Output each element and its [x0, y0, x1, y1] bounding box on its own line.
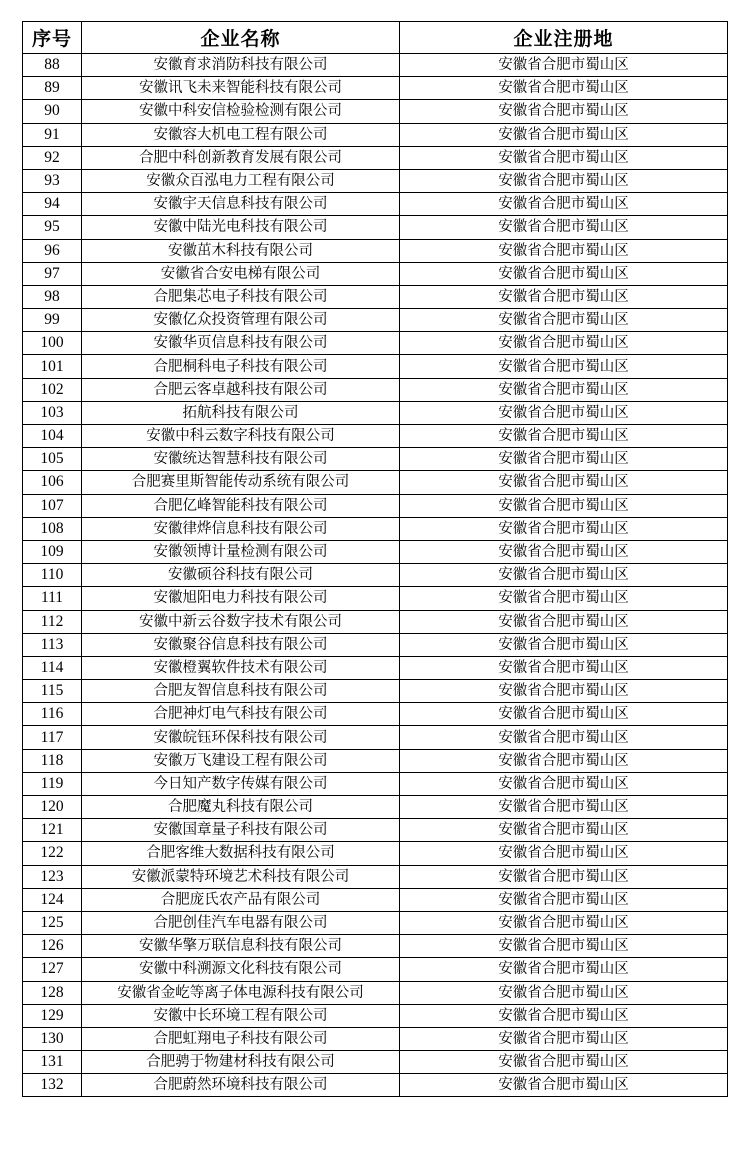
serial-number-cell: 132	[23, 1074, 82, 1097]
serial-number-cell: 114	[23, 656, 82, 679]
company-name-cell: 安徽宇天信息科技有限公司	[82, 193, 400, 216]
company-name-cell: 合肥赛里斯智能传动系统有限公司	[82, 471, 400, 494]
table-row	[23, 494, 728, 517]
registration-place-cell: 安徽省合肥市蜀山区	[400, 633, 728, 656]
table-row	[23, 772, 728, 795]
serial-number-cell: 95	[23, 216, 82, 239]
company-name-cell: 安徽中科云数字科技有限公司	[82, 425, 400, 448]
table-row	[23, 796, 728, 819]
registration-place-cell: 安徽省合肥市蜀山区	[400, 448, 728, 471]
registration-place-cell: 安徽省合肥市蜀山区	[400, 77, 728, 100]
serial-number-cell: 107	[23, 494, 82, 517]
serial-number-cell: 103	[23, 401, 82, 424]
table-row	[23, 842, 728, 865]
company-name-cell: 合肥创佳汽车电器有限公司	[82, 911, 400, 934]
registration-place-cell: 安徽省合肥市蜀山区	[400, 610, 728, 633]
table-row	[23, 123, 728, 146]
company-name-cell: 安徽众百泓电力工程有限公司	[82, 169, 400, 192]
registration-place-cell: 安徽省合肥市蜀山区	[400, 865, 728, 888]
table-row	[23, 865, 728, 888]
company-name-cell: 安徽皖钰环保科技有限公司	[82, 726, 400, 749]
registration-place-cell: 安徽省合肥市蜀山区	[400, 888, 728, 911]
serial-number-cell: 99	[23, 309, 82, 332]
company-name-cell: 安徽领博计量检测有限公司	[82, 540, 400, 563]
registration-place-cell: 安徽省合肥市蜀山区	[400, 355, 728, 378]
registration-place-cell: 安徽省合肥市蜀山区	[400, 216, 728, 239]
table-row	[23, 193, 728, 216]
registration-place-cell: 安徽省合肥市蜀山区	[400, 540, 728, 563]
company-name-cell: 安徽育求消防科技有限公司	[82, 54, 400, 77]
company-table	[22, 21, 728, 1097]
table-row	[23, 309, 728, 332]
serial-number-cell: 128	[23, 981, 82, 1004]
serial-number-cell: 108	[23, 517, 82, 540]
table-row	[23, 981, 728, 1004]
registration-place-cell: 安徽省合肥市蜀山区	[400, 911, 728, 934]
company-name-cell: 安徽硕谷科技有限公司	[82, 564, 400, 587]
company-name-cell: 合肥集芯电子科技有限公司	[82, 285, 400, 308]
registration-place-cell: 安徽省合肥市蜀山区	[400, 819, 728, 842]
registration-place-cell: 安徽省合肥市蜀山区	[400, 772, 728, 795]
company-name-cell: 合肥中科创新教育发展有限公司	[82, 146, 400, 169]
registration-place-cell: 安徽省合肥市蜀山区	[400, 935, 728, 958]
company-name-cell: 安徽亿众投资管理有限公司	[82, 309, 400, 332]
serial-number-cell: 113	[23, 633, 82, 656]
table-row	[23, 54, 728, 77]
table-row	[23, 888, 728, 911]
serial-number-cell: 102	[23, 378, 82, 401]
serial-number-cell: 124	[23, 888, 82, 911]
company-name-cell: 安徽旭阳电力科技有限公司	[82, 587, 400, 610]
serial-number-cell: 125	[23, 911, 82, 934]
table-row	[23, 587, 728, 610]
serial-number-cell: 120	[23, 796, 82, 819]
table-row	[23, 564, 728, 587]
registration-place-cell: 安徽省合肥市蜀山区	[400, 981, 728, 1004]
company-name-cell: 合肥亿峰智能科技有限公司	[82, 494, 400, 517]
registration-place-cell: 安徽省合肥市蜀山区	[400, 494, 728, 517]
registration-place-cell: 安徽省合肥市蜀山区	[400, 169, 728, 192]
table-row	[23, 680, 728, 703]
company-name-cell: 安徽茁木科技有限公司	[82, 239, 400, 262]
serial-number-cell: 115	[23, 680, 82, 703]
serial-number-cell: 118	[23, 749, 82, 772]
table-row	[23, 1027, 728, 1050]
registration-place-cell: 安徽省合肥市蜀山区	[400, 1074, 728, 1097]
company-name-cell: 安徽橙翼软件技术有限公司	[82, 656, 400, 679]
registration-place-cell: 安徽省合肥市蜀山区	[400, 123, 728, 146]
table-row	[23, 216, 728, 239]
serial-number-cell: 116	[23, 703, 82, 726]
table-row	[23, 726, 728, 749]
table-row	[23, 935, 728, 958]
table-row	[23, 517, 728, 540]
company-name-cell: 合肥神灯电气科技有限公司	[82, 703, 400, 726]
serial-number-cell: 106	[23, 471, 82, 494]
serial-number-cell: 98	[23, 285, 82, 308]
table-row	[23, 378, 728, 401]
registration-place-cell: 安徽省合肥市蜀山区	[400, 1027, 728, 1050]
company-name-cell: 合肥虹翔电子科技有限公司	[82, 1027, 400, 1050]
table-row	[23, 610, 728, 633]
company-name-cell: 安徽中科安信检验检测有限公司	[82, 100, 400, 123]
registration-place-cell: 安徽省合肥市蜀山区	[400, 471, 728, 494]
company-name-cell: 安徽华擎万联信息科技有限公司	[82, 935, 400, 958]
serial-number-cell: 104	[23, 425, 82, 448]
table-row	[23, 1074, 728, 1097]
registration-place-cell: 安徽省合肥市蜀山区	[400, 680, 728, 703]
serial-number-cell: 131	[23, 1051, 82, 1074]
table-row	[23, 448, 728, 471]
serial-number-cell: 90	[23, 100, 82, 123]
header-serial-number: 序号	[23, 22, 82, 54]
serial-number-cell: 89	[23, 77, 82, 100]
registration-place-cell: 安徽省合肥市蜀山区	[400, 564, 728, 587]
registration-place-cell: 安徽省合肥市蜀山区	[400, 309, 728, 332]
table-row	[23, 656, 728, 679]
table-row	[23, 540, 728, 563]
table-row	[23, 332, 728, 355]
serial-number-cell: 126	[23, 935, 82, 958]
registration-place-cell: 安徽省合肥市蜀山区	[400, 193, 728, 216]
table-row	[23, 239, 728, 262]
serial-number-cell: 94	[23, 193, 82, 216]
serial-number-cell: 92	[23, 146, 82, 169]
company-name-cell: 安徽容大机电工程有限公司	[82, 123, 400, 146]
table-row	[23, 169, 728, 192]
registration-place-cell: 安徽省合肥市蜀山区	[400, 285, 728, 308]
company-name-cell: 合肥骋于物建材科技有限公司	[82, 1051, 400, 1074]
serial-number-cell: 96	[23, 239, 82, 262]
table-row	[23, 146, 728, 169]
table-row	[23, 401, 728, 424]
registration-place-cell: 安徽省合肥市蜀山区	[400, 239, 728, 262]
table-row	[23, 285, 728, 308]
company-name-cell: 合肥客维大数据科技有限公司	[82, 842, 400, 865]
company-name-cell: 拓航科技有限公司	[82, 401, 400, 424]
registration-place-cell: 安徽省合肥市蜀山区	[400, 401, 728, 424]
serial-number-cell: 100	[23, 332, 82, 355]
serial-number-cell: 97	[23, 262, 82, 285]
serial-number-cell: 109	[23, 540, 82, 563]
company-name-cell: 安徽律烨信息科技有限公司	[82, 517, 400, 540]
table-row	[23, 633, 728, 656]
serial-number-cell: 93	[23, 169, 82, 192]
company-name-cell: 安徽中科溯源文化科技有限公司	[82, 958, 400, 981]
company-name-cell: 合肥友智信息科技有限公司	[82, 680, 400, 703]
company-name-cell: 安徽中新云谷数字技术有限公司	[82, 610, 400, 633]
company-name-cell: 安徽万飞建设工程有限公司	[82, 749, 400, 772]
table-body	[23, 54, 728, 1097]
serial-number-cell: 121	[23, 819, 82, 842]
serial-number-cell: 123	[23, 865, 82, 888]
registration-place-cell: 安徽省合肥市蜀山区	[400, 842, 728, 865]
serial-number-cell: 110	[23, 564, 82, 587]
company-name-cell: 安徽派蒙特环境艺术科技有限公司	[82, 865, 400, 888]
serial-number-cell: 119	[23, 772, 82, 795]
table-row	[23, 77, 728, 100]
serial-number-cell: 117	[23, 726, 82, 749]
registration-place-cell: 安徽省合肥市蜀山区	[400, 1051, 728, 1074]
registration-place-cell: 安徽省合肥市蜀山区	[400, 656, 728, 679]
registration-place-cell: 安徽省合肥市蜀山区	[400, 378, 728, 401]
company-name-cell: 安徽中长环境工程有限公司	[82, 1004, 400, 1027]
table-row	[23, 1051, 728, 1074]
table-row	[23, 262, 728, 285]
company-name-cell: 合肥蔚然环境科技有限公司	[82, 1074, 400, 1097]
registration-place-cell: 安徽省合肥市蜀山区	[400, 54, 728, 77]
company-name-cell: 安徽讯飞未来智能科技有限公司	[82, 77, 400, 100]
registration-place-cell: 安徽省合肥市蜀山区	[400, 703, 728, 726]
serial-number-cell: 91	[23, 123, 82, 146]
registration-place-cell: 安徽省合肥市蜀山区	[400, 796, 728, 819]
registration-place-cell: 安徽省合肥市蜀山区	[400, 749, 728, 772]
table-row	[23, 355, 728, 378]
table-row	[23, 819, 728, 842]
serial-number-cell: 127	[23, 958, 82, 981]
serial-number-cell: 112	[23, 610, 82, 633]
serial-number-cell: 122	[23, 842, 82, 865]
company-name-cell: 安徽华页信息科技有限公司	[82, 332, 400, 355]
registration-place-cell: 安徽省合肥市蜀山区	[400, 517, 728, 540]
table-row	[23, 100, 728, 123]
registration-place-cell: 安徽省合肥市蜀山区	[400, 587, 728, 610]
table-row	[23, 425, 728, 448]
company-name-cell: 合肥庞氏农产品有限公司	[82, 888, 400, 911]
company-name-cell: 安徽省合安电梯有限公司	[82, 262, 400, 285]
registration-place-cell: 安徽省合肥市蜀山区	[400, 958, 728, 981]
serial-number-cell: 88	[23, 54, 82, 77]
company-name-cell: 安徽国章量子科技有限公司	[82, 819, 400, 842]
table-row	[23, 958, 728, 981]
registration-place-cell: 安徽省合肥市蜀山区	[400, 146, 728, 169]
company-list-document	[22, 21, 728, 1097]
registration-place-cell: 安徽省合肥市蜀山区	[400, 332, 728, 355]
registration-place-cell: 安徽省合肥市蜀山区	[400, 425, 728, 448]
company-name-cell: 今日知产数字传媒有限公司	[82, 772, 400, 795]
serial-number-cell: 101	[23, 355, 82, 378]
company-name-cell: 安徽中陆光电科技有限公司	[82, 216, 400, 239]
serial-number-cell: 111	[23, 587, 82, 610]
registration-place-cell: 安徽省合肥市蜀山区	[400, 1004, 728, 1027]
table-row	[23, 911, 728, 934]
company-name-cell: 安徽统达智慧科技有限公司	[82, 448, 400, 471]
company-name-cell: 安徽省金屹等离子体电源科技有限公司	[82, 981, 400, 1004]
serial-number-cell: 129	[23, 1004, 82, 1027]
table-row	[23, 1004, 728, 1027]
registration-place-cell: 安徽省合肥市蜀山区	[400, 262, 728, 285]
serial-number-cell: 105	[23, 448, 82, 471]
registration-place-cell: 安徽省合肥市蜀山区	[400, 726, 728, 749]
company-name-cell: 合肥魔丸科技有限公司	[82, 796, 400, 819]
table-row	[23, 749, 728, 772]
table-row	[23, 471, 728, 494]
header-registration-place: 企业注册地	[400, 22, 728, 54]
company-name-cell: 合肥云客卓越科技有限公司	[82, 378, 400, 401]
company-name-cell: 安徽聚谷信息科技有限公司	[82, 633, 400, 656]
serial-number-cell: 130	[23, 1027, 82, 1050]
table-row	[23, 703, 728, 726]
registration-place-cell: 安徽省合肥市蜀山区	[400, 100, 728, 123]
company-name-cell: 合肥桐科电子科技有限公司	[82, 355, 400, 378]
header-company-name: 企业名称	[82, 22, 400, 54]
table-header-row	[23, 22, 728, 54]
